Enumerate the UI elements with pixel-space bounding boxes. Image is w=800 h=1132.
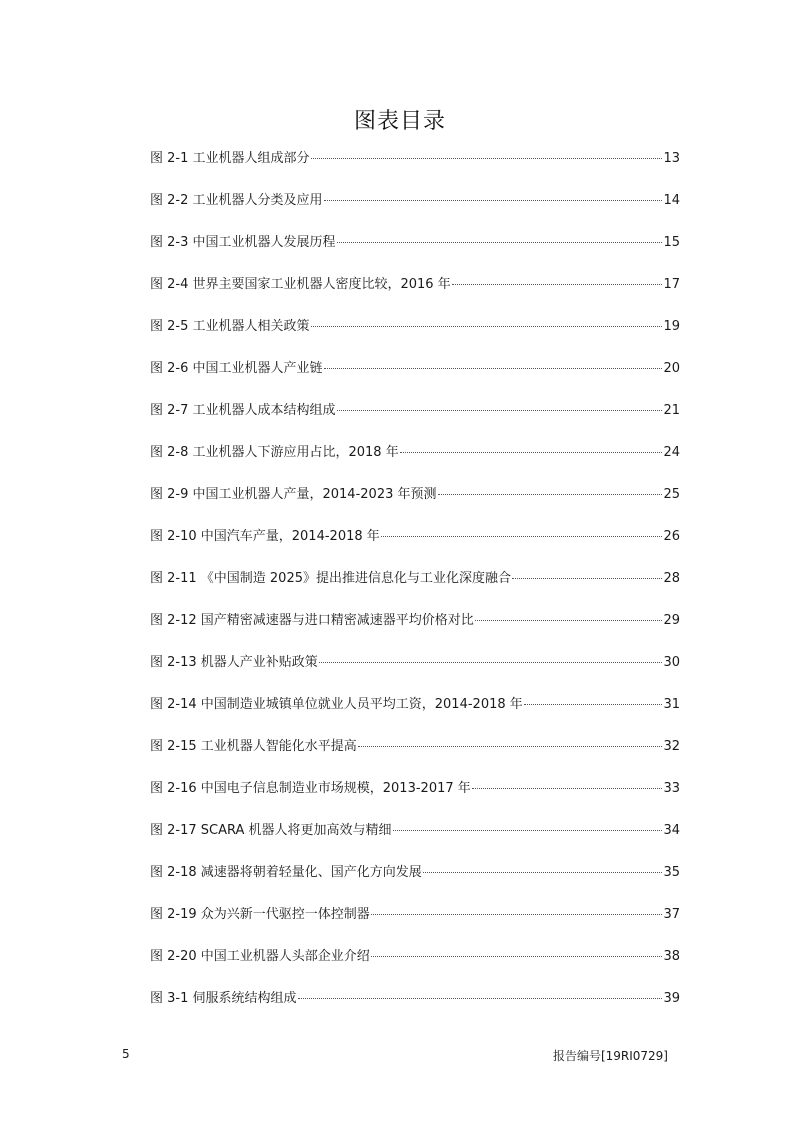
toc-entry-page: 32 — [663, 739, 680, 754]
toc-dot-leader — [324, 368, 663, 369]
toc-entry-page: 31 — [663, 697, 680, 712]
toc-entry-label: 图 2-4 世界主要国家工业机器人密度比较，2016 年 — [150, 277, 451, 292]
toc-dot-leader — [423, 872, 663, 873]
toc-entry[interactable] — [150, 820, 680, 862]
toc-dot-leader — [524, 704, 663, 705]
toc-dot-leader — [393, 830, 663, 831]
toc-dot-leader — [472, 788, 663, 789]
toc-entry[interactable] — [150, 400, 680, 442]
toc-entry-label: 图 2-8 工业机器人下游应用占比，2018 年 — [150, 445, 399, 460]
toc-dot-leader — [452, 284, 663, 285]
footer-report-id: 报告编号[19RI0729] — [552, 1049, 668, 1063]
toc-dot-leader — [311, 158, 663, 159]
toc-entry-label: 图 2-7 工业机器人成本结构组成 — [150, 403, 336, 418]
toc-entry-page: 20 — [663, 361, 680, 376]
toc-entry-page: 17 — [663, 277, 680, 292]
footer-page-number: 5 — [122, 1047, 130, 1061]
toc-dot-leader — [337, 242, 663, 243]
toc-entry[interactable] — [150, 148, 680, 190]
toc-entry[interactable] — [150, 862, 680, 904]
toc-entry-label: 图 2-6 中国工业机器人产业链 — [150, 361, 323, 376]
toc-entry-page: 14 — [663, 193, 680, 208]
toc-dot-leader — [337, 410, 663, 411]
toc-entry-page: 19 — [663, 319, 680, 334]
toc-entry[interactable] — [150, 904, 680, 946]
toc-entry[interactable] — [150, 778, 680, 820]
toc-entry-label: 图 2-1 工业机器人组成部分 — [150, 151, 310, 166]
toc-entry-page: 30 — [663, 655, 680, 670]
toc-entry[interactable] — [150, 274, 680, 316]
toc-entry-label: 图 2-16 中国电子信息制造业市场规模，2013-2017 年 — [150, 781, 471, 796]
toc-entry[interactable] — [150, 736, 680, 778]
toc-entry-label: 图 2-14 中国制造业城镇单位就业人员平均工资，2014-2018 年 — [150, 697, 523, 712]
toc-entry-page: 37 — [663, 907, 680, 922]
toc-entry-page: 15 — [663, 235, 680, 250]
figure-toc-list — [150, 148, 680, 1030]
toc-entry-page: 39 — [663, 991, 680, 1006]
toc-entry-label: 图 2-2 工业机器人分类及应用 — [150, 193, 323, 208]
toc-entry-label: 图 2-9 中国工业机器人产量，2014-2023 年预测 — [150, 487, 437, 502]
toc-entry[interactable] — [150, 190, 680, 232]
toc-entry[interactable] — [150, 484, 680, 526]
toc-entry-page: 13 — [663, 151, 680, 166]
toc-entry[interactable] — [150, 988, 680, 1030]
toc-dot-leader — [381, 536, 663, 537]
toc-dot-leader — [400, 452, 663, 453]
toc-dot-leader — [371, 914, 663, 915]
page-title: 图表目录 — [353, 109, 446, 134]
toc-dot-leader — [512, 578, 662, 579]
toc-entry[interactable] — [150, 526, 680, 568]
toc-dot-leader — [298, 998, 663, 999]
toc-entry-page: 38 — [663, 949, 680, 964]
toc-entry[interactable] — [150, 946, 680, 988]
toc-entry-label: 图 2-12 国产精密减速器与进口精密减速器平均价格对比 — [150, 613, 474, 628]
toc-entry[interactable] — [150, 652, 680, 694]
toc-entry-page: 34 — [663, 823, 680, 838]
toc-entry-page: 33 — [663, 781, 680, 796]
toc-entry[interactable] — [150, 694, 680, 736]
toc-dot-leader — [358, 746, 663, 747]
toc-entry-page: 29 — [663, 613, 680, 628]
toc-entry[interactable] — [150, 358, 680, 400]
toc-entry[interactable] — [150, 610, 680, 652]
toc-entry-label: 图 2-5 工业机器人相关政策 — [150, 319, 310, 334]
toc-entry-label: 图 2-15 工业机器人智能化水平提高 — [150, 739, 357, 754]
toc-entry-page: 24 — [663, 445, 680, 460]
toc-entry-label: 图 2-13 机器人产业补贴政策 — [150, 655, 318, 670]
toc-entry-label: 图 3-1 伺服系统结构组成 — [150, 991, 297, 1006]
toc-entry-page: 26 — [663, 529, 680, 544]
toc-dot-leader — [475, 620, 663, 621]
toc-entry-label: 图 2-11 《中国制造 2025》提出推进信息化与工业化深度融合 — [150, 571, 511, 586]
toc-entry-page: 35 — [663, 865, 680, 880]
toc-dot-leader — [324, 200, 663, 201]
toc-dot-leader — [371, 956, 663, 957]
toc-entry-label: 图 2-19 众为兴新一代驱控一体控制器 — [150, 907, 370, 922]
toc-entry[interactable] — [150, 316, 680, 358]
toc-entry-label: 图 2-10 中国汽车产量，2014-2018 年 — [150, 529, 380, 544]
toc-entry[interactable] — [150, 232, 680, 274]
toc-entry[interactable] — [150, 442, 680, 484]
toc-entry-page: 25 — [663, 487, 680, 502]
toc-entry[interactable] — [150, 568, 680, 610]
toc-entry-label: 图 2-3 中国工业机器人发展历程 — [150, 235, 336, 250]
toc-entry-page: 21 — [663, 403, 680, 418]
toc-entry-page: 28 — [663, 571, 680, 586]
toc-dot-leader — [438, 494, 663, 495]
toc-entry-label: 图 2-18 减速器将朝着轻量化、国产化方向发展 — [150, 865, 422, 880]
toc-dot-leader — [311, 326, 663, 327]
toc-entry-label: 图 2-17 SCARA 机器人将更加高效与精细 — [150, 823, 392, 838]
toc-dot-leader — [319, 662, 663, 663]
toc-entry-label: 图 2-20 中国工业机器人头部企业介绍 — [150, 949, 370, 964]
